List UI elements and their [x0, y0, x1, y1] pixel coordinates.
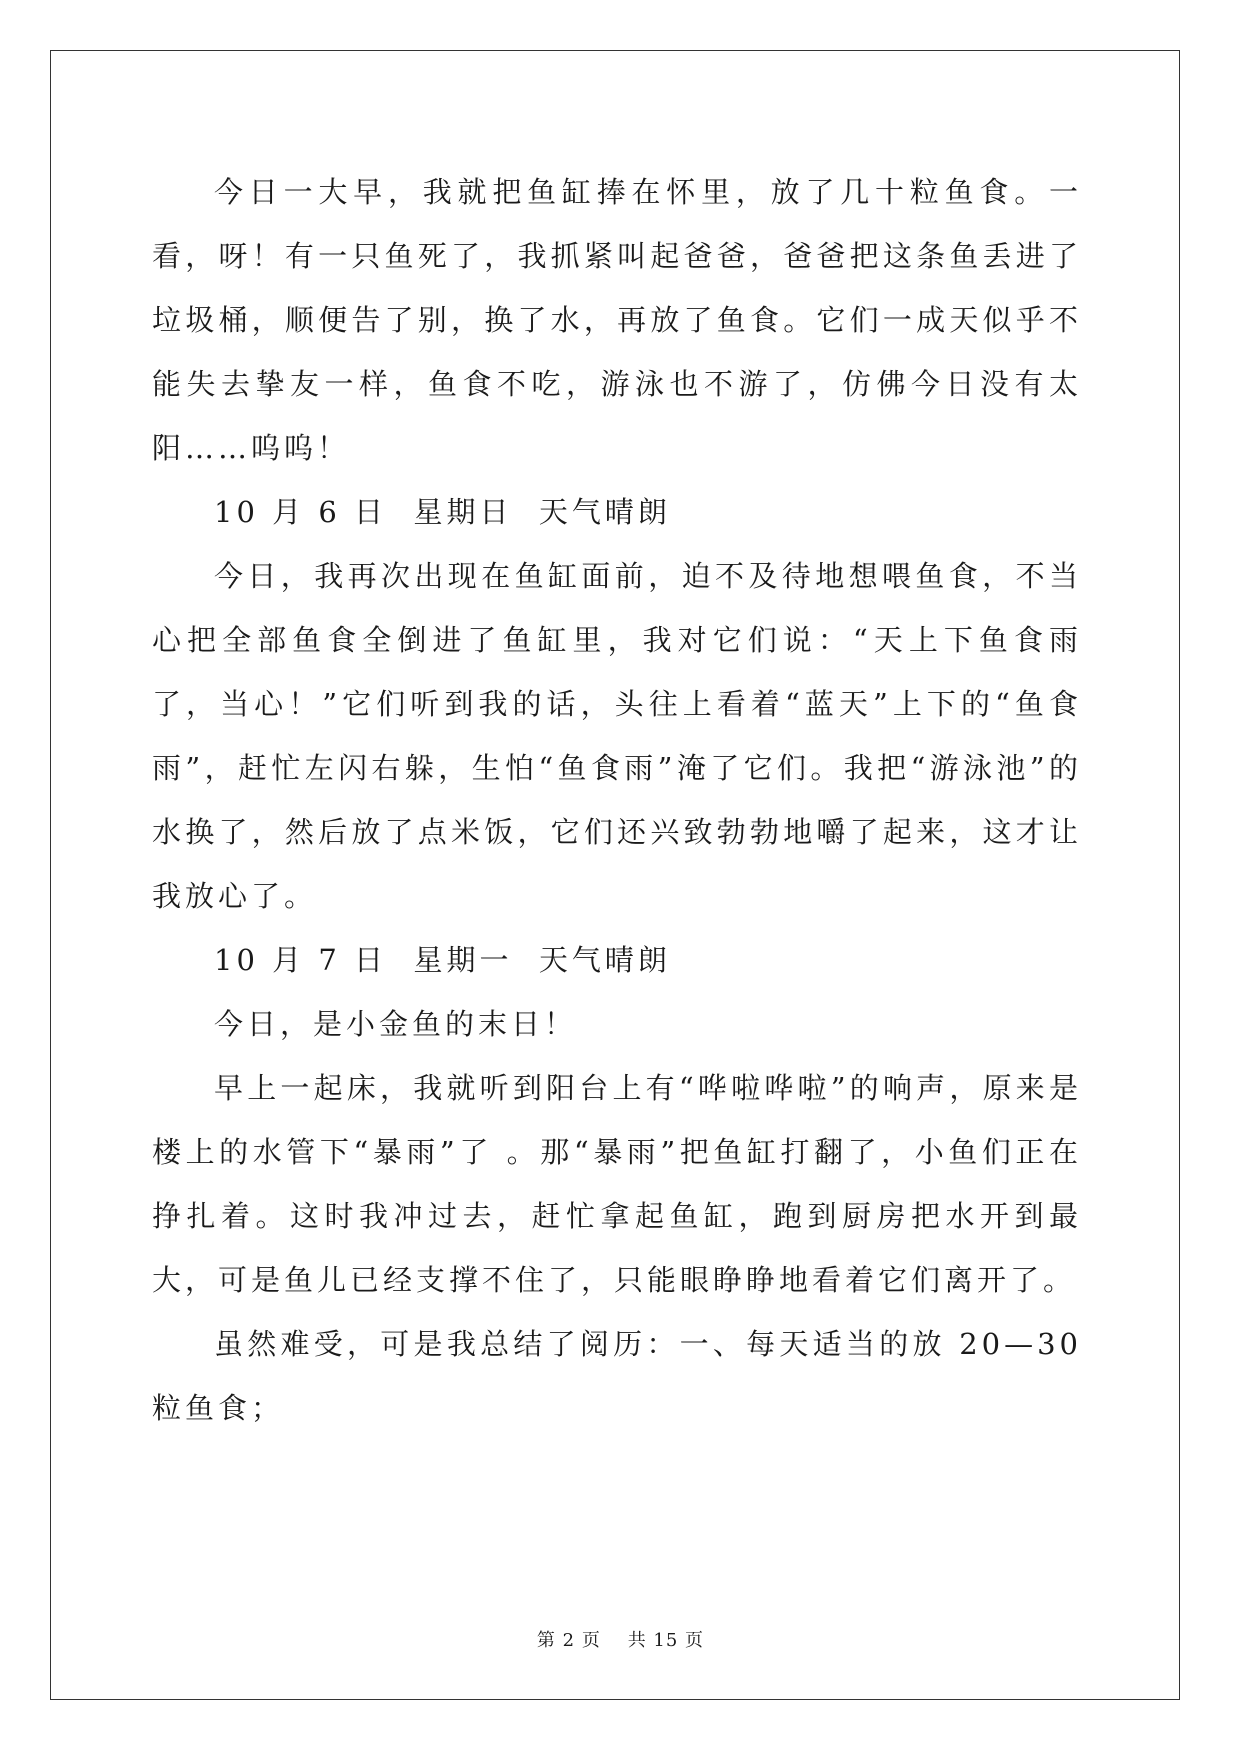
- paragraph-last-day: 今日，是小金鱼的末日！: [214, 1007, 578, 1041]
- paragraph-lessons: 虽然难受，可是我总结了阅历：一、每天适当的放 20—30 粒鱼食；: [152, 1327, 1082, 1425]
- date-heading-oct-6: 10 月 6 日 星期日 天气晴朗: [214, 495, 671, 529]
- paragraph-fish-food-rain: 今日，我再次出现在鱼缸面前，迫不及待地想喂鱼食，不当心把全部鱼食全倒进了鱼缸里，我对它们说：“天上下鱼食雨了，当心！”它们听到我的话，头往上看着“蓝天”上下的“鱼食雨”，赶忙左闪右躲，生怕“鱼食雨”淹了它们。我把“游泳池”的水换了，然后放了点米饭，它们还兴致勃勃地嚼了起来，这才让我放心了。: [152, 559, 1082, 913]
- paragraph-morning-fish: 今日一大早，我就把鱼缸捧在怀里，放了几十粒鱼食。一看，呀！有一只鱼死了，我抓紧叫起爸爸，爸爸把这条鱼丢进了垃圾桶，顺便告了别，换了水，再放了鱼食。它们一成天似乎不能失去挚友一样，鱼食不吃，游泳也不游了，仿佛今日没有太阳……呜呜！: [152, 175, 1082, 465]
- page-number-footer: 第 2 页 共 15 页: [536, 1630, 705, 1651]
- paragraph-rainstorm: 早上一起床，我就听到阳台上有“哗啦哗啦”的响声，原来是楼上的水管下“暴雨”了 。那“暴雨”把鱼缸打翻了，小鱼们正在挣扎着。这时我冲过去，赶忙拿起鱼缸，跑到厨房把水开到最大，可是鱼儿已经支撑不住了，只能眼睁睁地看着它们离开了。: [152, 1071, 1082, 1297]
- document-body: [152, 160, 1082, 1440]
- date-heading-oct-7: 10 月 7 日 星期一 天气晴朗: [214, 943, 671, 977]
